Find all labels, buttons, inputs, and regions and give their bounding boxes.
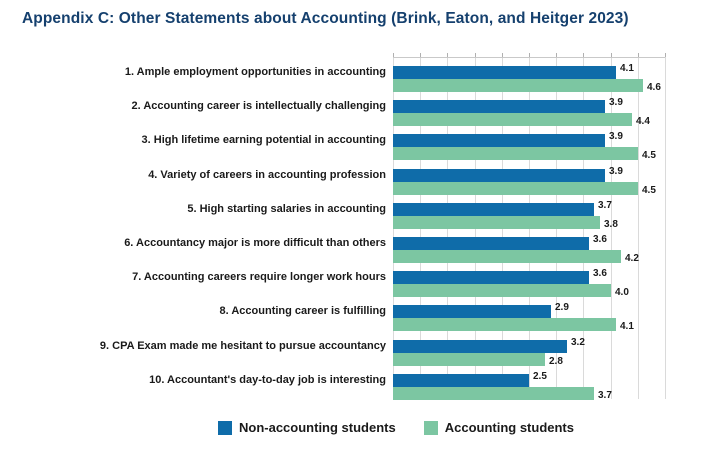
legend-label-accounting: Accounting students	[444, 420, 574, 435]
category-label: 9. CPA Exam made me hesitant to pursue accountancy	[99, 339, 386, 352]
value-label-non-accounting-students: 3.6	[593, 268, 607, 280]
bar-accounting-students	[393, 216, 600, 229]
value-label-non-accounting-students: 4.1	[620, 63, 634, 74]
bar-non-accounting-students	[393, 169, 605, 182]
value-label-accounting-students: 4.6	[647, 82, 661, 93]
bar-non-accounting-students	[393, 374, 529, 387]
legend-swatch-accounting-icon	[424, 421, 438, 435]
value-label-accounting-students: 3.8	[604, 218, 618, 230]
category-label: 8. Accounting career is fulfilling	[219, 305, 386, 318]
bar-non-accounting-students	[393, 66, 616, 79]
value-axis-line	[393, 57, 665, 58]
value-label-accounting-students: 4.5	[642, 150, 656, 162]
bar-accounting-students	[393, 250, 621, 263]
bar-accounting-students	[393, 147, 638, 160]
value-label-non-accounting-students: 3.6	[593, 234, 607, 245]
gridline	[665, 57, 666, 399]
category-label: 6. Accountancy major is more difficult than others	[124, 237, 386, 249]
gridline	[638, 57, 639, 399]
bar-non-accounting-students	[393, 305, 551, 318]
bar-non-accounting-students	[393, 271, 589, 284]
value-label-non-accounting-students: 3.9	[609, 97, 623, 109]
bar-accounting-students	[393, 318, 616, 331]
axis-tick	[665, 53, 666, 57]
bar-non-accounting-students	[393, 100, 605, 113]
category-label: 2. Accounting career is intellectually challenging	[131, 100, 386, 113]
category-label: 4. Variety of careers in accounting profession	[148, 168, 386, 181]
legend-label-non-accounting: Non-accounting students	[239, 420, 396, 435]
value-label-non-accounting-students: 2.5	[533, 370, 547, 382]
value-label-non-accounting-students: 3.9	[609, 131, 623, 143]
value-label-accounting-students: 4.1	[620, 321, 634, 333]
bar-accounting-students	[393, 387, 594, 400]
bar-non-accounting-students	[393, 340, 567, 353]
value-label-accounting-students: 2.8	[549, 355, 563, 367]
bar-non-accounting-students	[393, 203, 594, 216]
bar-accounting-students	[393, 113, 632, 126]
bar-accounting-students	[393, 284, 611, 297]
value-label-non-accounting-students: 2.9	[555, 302, 569, 314]
bar-non-accounting-students	[393, 134, 605, 147]
value-label-accounting-students: 4.4	[636, 116, 650, 128]
category-label: 10. Accountant's day-to-day job is interesting	[149, 373, 386, 386]
value-label-accounting-students: 4.2	[625, 253, 639, 264]
legend-item-accounting	[424, 420, 574, 435]
category-label: 5. High starting salaries in accounting	[187, 202, 386, 215]
bar-accounting-students	[393, 182, 638, 195]
value-label-accounting-students: 3.7	[598, 389, 612, 401]
value-label-non-accounting-students: 3.7	[598, 199, 612, 211]
category-label: 1. Ample employment opportunities in accounting	[124, 66, 386, 78]
legend-item-non-accounting	[218, 420, 396, 435]
legend-swatch-non-accounting-icon	[218, 421, 232, 435]
category-label: 7. Accounting careers require longer work hours	[132, 271, 386, 284]
bar-accounting-students	[393, 353, 545, 366]
value-label-accounting-students: 4.0	[615, 287, 629, 299]
value-label-accounting-students: 4.5	[642, 184, 656, 196]
bar-accounting-students	[393, 79, 643, 92]
category-label: 3. High lifetime earning potential in accounting	[141, 134, 386, 147]
value-label-non-accounting-students: 3.9	[609, 165, 623, 177]
chart-title: Appendix C: Other Statements about Accounting (Brink, Eaton, and Heitger 2023)	[22, 10, 629, 27]
bar-non-accounting-students	[393, 237, 589, 250]
value-label-non-accounting-students: 3.2	[571, 336, 585, 348]
legend	[218, 420, 574, 435]
